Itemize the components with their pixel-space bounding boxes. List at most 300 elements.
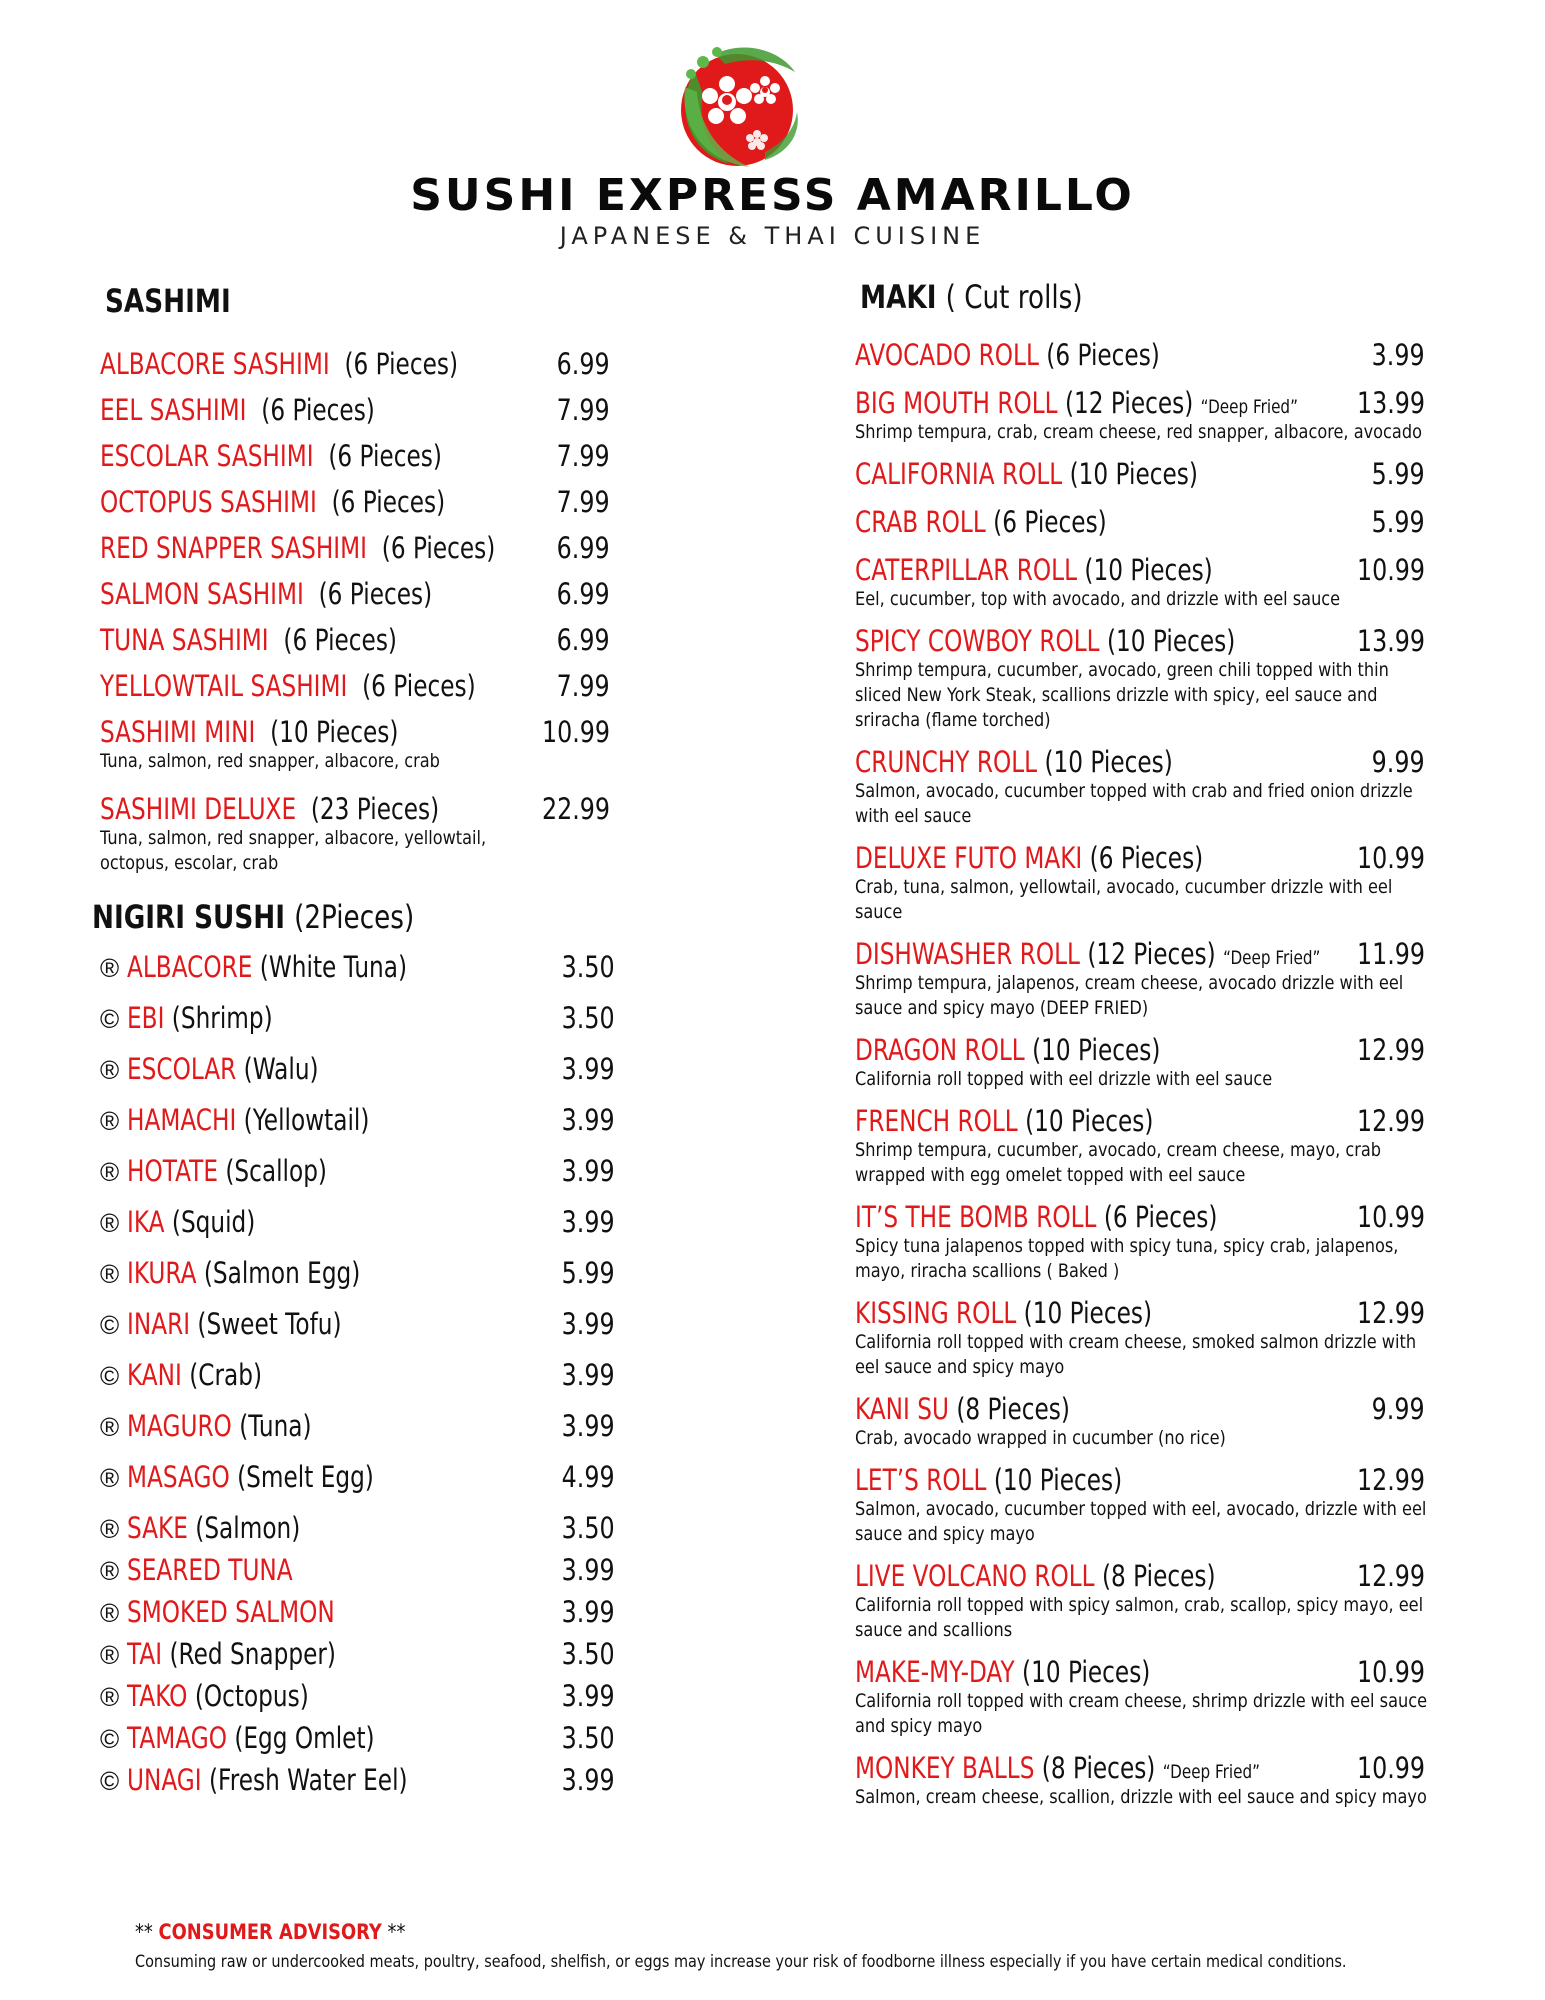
raw-cooked-mark: ® [100,1463,120,1493]
item-quantity: (6 Pieces) [318,577,433,611]
item-line [855,745,1435,779]
item-line [100,1358,620,1392]
item-name [855,1392,1070,1426]
item-line [855,1559,1435,1593]
raw-cooked-mark: ® [100,1157,120,1187]
item-line [100,1679,620,1713]
item-quantity: (6 Pieces) [362,669,476,703]
raw-cooked-mark: ® [100,1412,120,1442]
item-price: 3.99 [562,1205,615,1239]
item-price: 7.99 [557,485,610,519]
item-title: CRAB ROLL [855,505,986,539]
item-price: 13.99 [1356,624,1425,658]
item-name [127,1595,335,1629]
raw-cooked-mark: ® [100,953,120,983]
item-name [855,1559,1216,1593]
item-name [855,1104,1153,1138]
item-price: 22.99 [541,792,610,826]
item-quantity: (6 Pieces) [261,393,375,427]
item-name [100,792,439,826]
item-title: CATERPILLAR ROLL [855,553,1078,587]
item-name [100,347,458,381]
item-name [127,1679,309,1713]
item-quantity: (6 Pieces) [331,485,446,519]
item-description: Salmon, avocado, cucumber topped with crab and fried onion drizzle with eel sauce [855,780,1413,827]
item-price: 3.99 [562,1679,615,1713]
item-title: ALBACORE [127,950,253,984]
item-price: 4.99 [562,1460,615,1494]
item-line [855,624,1435,658]
menu-item [855,624,1435,733]
item-title: KISSING ROLL [855,1296,1017,1330]
item-line [855,386,1435,420]
item-quantity: (6 Pieces) [328,439,442,473]
menu-item [100,669,620,703]
menu-item [855,1033,1435,1092]
item-name [127,1154,327,1188]
nigiri-section-title: NIGIRI SUSHI (2Pieces) [92,898,415,936]
item-name [855,338,1160,372]
item-title: HAMACHI [127,1103,237,1137]
item-name [100,715,398,749]
item-line [100,1154,620,1188]
item-line [855,1296,1435,1330]
item-alt-name: (Salmon Egg) [204,1256,361,1290]
menu-item [100,715,620,774]
item-quantity: (12 Pieces) [1064,386,1194,420]
menu-item [100,1307,620,1341]
item-alt-name: (Fresh Water Eel) [209,1763,408,1797]
raw-cooked-mark: © [100,1766,120,1796]
item-line [100,1511,620,1545]
item-name [127,1001,273,1035]
menu-item [100,485,620,519]
item-price: 7.99 [557,669,610,703]
item-description: Salmon, avocado, cucumber topped with eel, avocado, drizzle with eel sauce and spicy mayo [855,1498,1427,1545]
item-price: 3.99 [562,1103,615,1137]
item-title: FRENCH ROLL [855,1104,1018,1138]
item-title: UNAGI [127,1763,202,1797]
item-quantity: (6 Pieces) [344,347,459,381]
raw-cooked-mark: ® [100,1682,120,1712]
item-price: 3.99 [562,1763,615,1797]
menu-item [100,577,620,611]
item-price: 12.99 [1356,1033,1425,1067]
item-title: ESCOLAR SASHIMI [100,439,314,473]
advisory-text: Consuming raw or undercooked meats, poultry, seafood, shelfish, or eggs may increase your risk of foodborne illness especially if you have certain medical conditions. [135,1952,1347,1972]
item-price: 5.99 [1372,505,1425,539]
item-alt-name: (White Tuna) [259,950,408,984]
item-title: SALMON SASHIMI [100,577,304,611]
item-name [127,1307,342,1341]
item-line [855,841,1435,875]
item-line [855,1104,1435,1138]
item-name [127,1052,319,1086]
item-name [855,553,1213,587]
item-name [100,393,375,427]
item-title: SMOKED SALMON [127,1595,335,1629]
item-name [855,1296,1152,1330]
menu-item [100,393,620,427]
item-quantity: (10 Pieces) [1032,1033,1161,1067]
menu-item [855,457,1435,491]
item-title: LET’S ROLL [855,1463,987,1497]
item-quantity: (8 Pieces) [956,1392,1070,1426]
item-quantity: (10 Pieces) [1025,1104,1154,1138]
item-line [100,1460,620,1494]
item-line [100,1307,620,1341]
item-title: AVOCADO ROLL [855,338,1039,372]
item-description: California roll topped with cream cheese, shrimp drizzle with eel sauce and spicy mayo [855,1690,1428,1737]
item-title: RED SNAPPER SASHIMI [100,531,368,565]
item-alt-name: (Tuna) [239,1409,312,1443]
item-name [127,1511,300,1545]
item-quantity: (6 Pieces) [1046,338,1160,372]
item-name [127,1553,293,1587]
restaurant-tagline: JAPANESE & THAI CUISINE [559,222,986,250]
raw-cooked-mark: © [100,1361,120,1391]
item-name [100,485,445,519]
menu-item [100,1205,620,1239]
item-price: 10.99 [1356,841,1425,875]
item-line [100,1595,620,1629]
item-alt-name: (Sweet Tofu) [197,1307,342,1341]
restaurant-logo [655,32,815,177]
item-line [100,1103,620,1137]
item-line [100,950,620,984]
menu-item [855,1463,1435,1547]
item-name [127,1256,360,1290]
item-price: 6.99 [557,577,610,611]
menu-item [100,1052,620,1086]
item-name [127,1358,262,1392]
item-quantity: (6 Pieces) [993,505,1107,539]
item-price: 3.50 [562,950,615,984]
item-line [100,669,620,703]
restaurant-name: SUSHI EXPRESS AMARILLO [410,170,1135,221]
item-title: INARI [127,1307,191,1341]
item-price: 7.99 [557,393,610,427]
item-quantity: (6 Pieces) [283,623,397,657]
item-line [100,1256,620,1290]
item-title: CALIFORNIA ROLL [855,457,1063,491]
menu-item [855,1655,1435,1739]
item-quantity: (10 Pieces) [1023,1296,1152,1330]
item-price: 13.99 [1356,386,1425,420]
item-name [100,623,397,657]
item-line [100,531,620,565]
item-quantity: (10 Pieces) [993,1463,1123,1497]
item-title: SASHIMI DELUXE [100,792,297,826]
item-price: 11.99 [1356,937,1425,971]
item-title: TAMAGO [127,1721,228,1755]
item-title: BIG MOUTH ROLL [855,386,1058,420]
menu-item [100,1763,620,1797]
item-title: TAI [127,1637,163,1671]
item-title: LIVE VOLCANO ROLL [855,1559,1095,1593]
item-title: TAKO [127,1679,188,1713]
item-title: KANI [127,1358,183,1392]
raw-cooked-mark: ® [100,1514,120,1544]
item-name [100,577,432,611]
item-line [100,1052,620,1086]
menu-item [855,1392,1435,1451]
item-quantity: (10 Pieces) [1106,624,1236,658]
menu-item [100,347,620,381]
maki-list [855,338,1435,1810]
item-line [100,1721,620,1755]
item-line [855,1033,1435,1067]
raw-cooked-mark: ® [100,1106,120,1136]
item-description: Spicy tuna jalapenos topped with spicy tuna, spicy crab, jalapenos, mayo, riracha scallions ( Baked ) [855,1235,1399,1282]
item-quantity: (10 Pieces) [1044,745,1173,779]
menu-item [855,1751,1435,1810]
menu-item [100,950,620,984]
item-name [127,950,407,984]
item-line [855,553,1435,587]
item-title: ALBACORE SASHIMI [100,347,330,381]
menu-item [855,505,1435,539]
item-name [855,1200,1217,1234]
item-line [855,1655,1435,1689]
right-column [855,278,1455,1822]
item-title: IKA [127,1205,165,1239]
item-alt-name: (Shrimp) [171,1001,273,1035]
item-title: EEL SASHIMI [100,393,247,427]
item-price: 3.99 [562,1358,615,1392]
raw-cooked-mark: © [100,1724,120,1754]
item-description: California roll topped with cream cheese, smoked salmon drizzle with eel sauce and spicy mayo [855,1331,1417,1378]
item-line [100,1409,620,1443]
item-name [127,1460,374,1494]
menu-item [100,1409,620,1443]
item-title: SPICY COWBOY ROLL [855,624,1100,658]
menu-item [100,1595,620,1629]
item-title: SEARED TUNA [127,1553,293,1587]
item-name [855,624,1235,658]
menu-item [100,1103,620,1137]
item-price: 5.99 [1372,457,1425,491]
item-alt-name: (Squid) [172,1205,256,1239]
item-line [100,1205,620,1239]
menu-item [100,531,620,565]
item-line [100,1763,620,1797]
nigiri-list [100,950,620,1797]
item-description: Crab, tuna, salmon, yellowtail, avocado, cucumber drizzle with eel sauce [855,876,1393,923]
item-title: MAKE-MY-DAY [855,1655,1015,1689]
item-title: ESCOLAR [127,1052,237,1086]
item-line [100,485,620,519]
item-note: “Deep Fried” [1200,396,1298,418]
raw-cooked-mark: ® [100,1259,120,1289]
menu-item [100,1721,620,1755]
item-price: 6.99 [557,531,610,565]
item-description: Eel, cucumber, top with avocado, and drizzle with eel sauce [855,588,1341,610]
item-alt-name: (Scallop) [225,1154,328,1188]
menu-item [100,1460,620,1494]
item-price: 3.50 [562,1001,615,1035]
item-title: IT’S THE BOMB ROLL [855,1200,1097,1234]
item-quantity: (10 Pieces) [1069,457,1198,491]
sashimi-list [100,347,620,876]
item-line [100,439,620,473]
item-name [855,937,1320,971]
item-line [855,457,1435,491]
raw-cooked-mark: © [100,1004,120,1034]
item-line [100,393,620,427]
menu-item [855,553,1435,612]
menu-item [100,1256,620,1290]
item-description: Shrimp tempura, cucumber, avocado, cream cheese, mayo, crab wrapped with egg omelet topped with eel sauce [855,1139,1382,1186]
menu-item [100,1679,620,1713]
item-price: 12.99 [1356,1296,1425,1330]
item-title: SASHIMI MINI [100,715,256,749]
item-description: California roll topped with spicy salmon, crab, scallop, spicy mayo, eel sauce and scallions [855,1594,1424,1641]
menu-item [855,937,1435,1021]
item-name [855,457,1198,491]
item-name [855,745,1173,779]
item-quantity: (8 Pieces) [1101,1559,1216,1593]
item-price: 3.50 [562,1637,615,1671]
menu-item [100,1358,620,1392]
item-name [127,1763,408,1797]
sashimi-section-title: SASHIMI [105,282,231,320]
item-price: 3.99 [1372,338,1425,372]
item-description: Salmon, cream cheese, scallion, drizzle with eel sauce and spicy mayo [855,1786,1427,1808]
item-line [100,577,620,611]
raw-cooked-mark: ® [100,1055,120,1085]
item-title: CRUNCHY ROLL [855,745,1038,779]
item-price: 10.99 [1356,1200,1425,1234]
item-price: 12.99 [1356,1104,1425,1138]
item-description: Crab, avocado wrapped in cucumber (no rice) [855,1427,1226,1449]
menu-item [100,1511,620,1545]
item-title: OCTOPUS SASHIMI [100,485,317,519]
item-line [855,338,1435,372]
menu-item [855,841,1435,925]
item-alt-name: (Egg Omlet) [234,1721,375,1755]
item-title: HOTATE [127,1154,219,1188]
item-name [127,1721,375,1755]
menu-item [100,792,620,876]
item-description: Tuna, salmon, red snapper, albacore, yellowtail, octopus, escolar, crab [100,827,487,874]
item-title: EBI [127,1001,165,1035]
item-price: 3.99 [562,1052,615,1086]
item-price: 3.99 [562,1595,615,1629]
item-line [855,1463,1435,1497]
menu-item [100,1001,620,1035]
item-name [855,1655,1150,1689]
item-line [855,1200,1435,1234]
raw-cooked-mark: ® [100,1640,120,1670]
menu-item [855,1104,1435,1188]
item-price: 9.99 [1372,745,1425,779]
item-quantity: (6 Pieces) [1103,1200,1218,1234]
item-description: California roll topped with eel drizzle with eel sauce [855,1068,1273,1090]
item-price: 6.99 [557,623,610,657]
item-price: 3.99 [562,1409,615,1443]
menu-item [100,1637,620,1671]
item-alt-name: (Yellowtail) [243,1103,370,1137]
item-name [100,531,495,565]
item-price: 10.99 [541,715,610,749]
item-name [127,1103,369,1137]
item-name [855,1751,1260,1785]
menu-item [855,1559,1435,1643]
item-alt-name: (Octopus) [194,1679,309,1713]
item-title: MONKEY BALLS [855,1751,1035,1785]
item-quantity: (23 Pieces) [310,792,440,826]
menu-item [100,1154,620,1188]
item-title: MASAGO [127,1460,230,1494]
item-line [100,1637,620,1671]
item-name [127,1637,336,1671]
item-line [100,623,620,657]
item-price: 5.99 [562,1256,615,1290]
item-price: 10.99 [1356,1655,1425,1689]
item-price: 3.99 [562,1553,615,1587]
menu-item [855,1200,1435,1284]
raw-cooked-mark: © [100,1310,120,1340]
item-title: MAGURO [127,1409,232,1443]
item-note: “Deep Fried” [1223,947,1321,969]
item-description: Shrimp tempura, crab, cream cheese, red snapper, albacore, avocado [855,421,1422,443]
advisory-heading: ** CONSUMER ADVISORY ** [135,1920,406,1944]
item-name [855,841,1203,875]
menu-item [100,1553,620,1587]
item-name [855,505,1107,539]
item-price: 10.99 [1356,553,1425,587]
maki-section-title: MAKI ( Cut rolls) [860,278,1083,316]
item-title: SAKE [127,1511,189,1545]
item-name [127,1409,312,1443]
menu-item [100,623,620,657]
item-title: DELUXE FUTO MAKI [855,841,1083,875]
item-name [100,669,476,703]
item-quantity: (10 Pieces) [270,715,399,749]
left-column [92,282,640,1805]
menu-item [855,386,1435,445]
item-alt-name: (Salmon) [195,1511,301,1545]
item-price: 9.99 [1372,1392,1425,1426]
item-description: Tuna, salmon, red snapper, albacore, crab [100,750,440,772]
raw-cooked-mark: ® [100,1208,120,1238]
item-price: 12.99 [1356,1463,1425,1497]
item-line [855,937,1435,971]
menu-item [100,439,620,473]
item-alt-name: (Walu) [243,1052,319,1086]
item-price: 3.99 [562,1154,615,1188]
item-title: IKURA [127,1256,197,1290]
item-name [855,1463,1122,1497]
item-price: 3.99 [562,1307,615,1341]
consumer-advisory [135,1920,1435,1972]
menu-item [855,338,1435,372]
item-title: TUNA SASHIMI [100,623,269,657]
item-title: KANI SU [855,1392,949,1426]
item-description: Shrimp tempura, cucumber, avocado, green chili topped with thin sliced New York Steak, scallions drizzle with spicy, eel sauce and sriracha (flame torched) [855,659,1389,731]
item-price: 7.99 [557,439,610,473]
item-price: 6.99 [557,347,610,381]
item-price: 10.99 [1356,1751,1425,1785]
item-title: YELLOWTAIL SASHIMI [100,669,348,703]
item-quantity: (10 Pieces) [1022,1655,1151,1689]
item-name [855,1033,1160,1067]
item-line [100,347,620,381]
item-alt-name: (Crab) [189,1358,263,1392]
item-alt-name: (Red Snapper) [169,1637,337,1671]
item-line [855,1751,1435,1785]
